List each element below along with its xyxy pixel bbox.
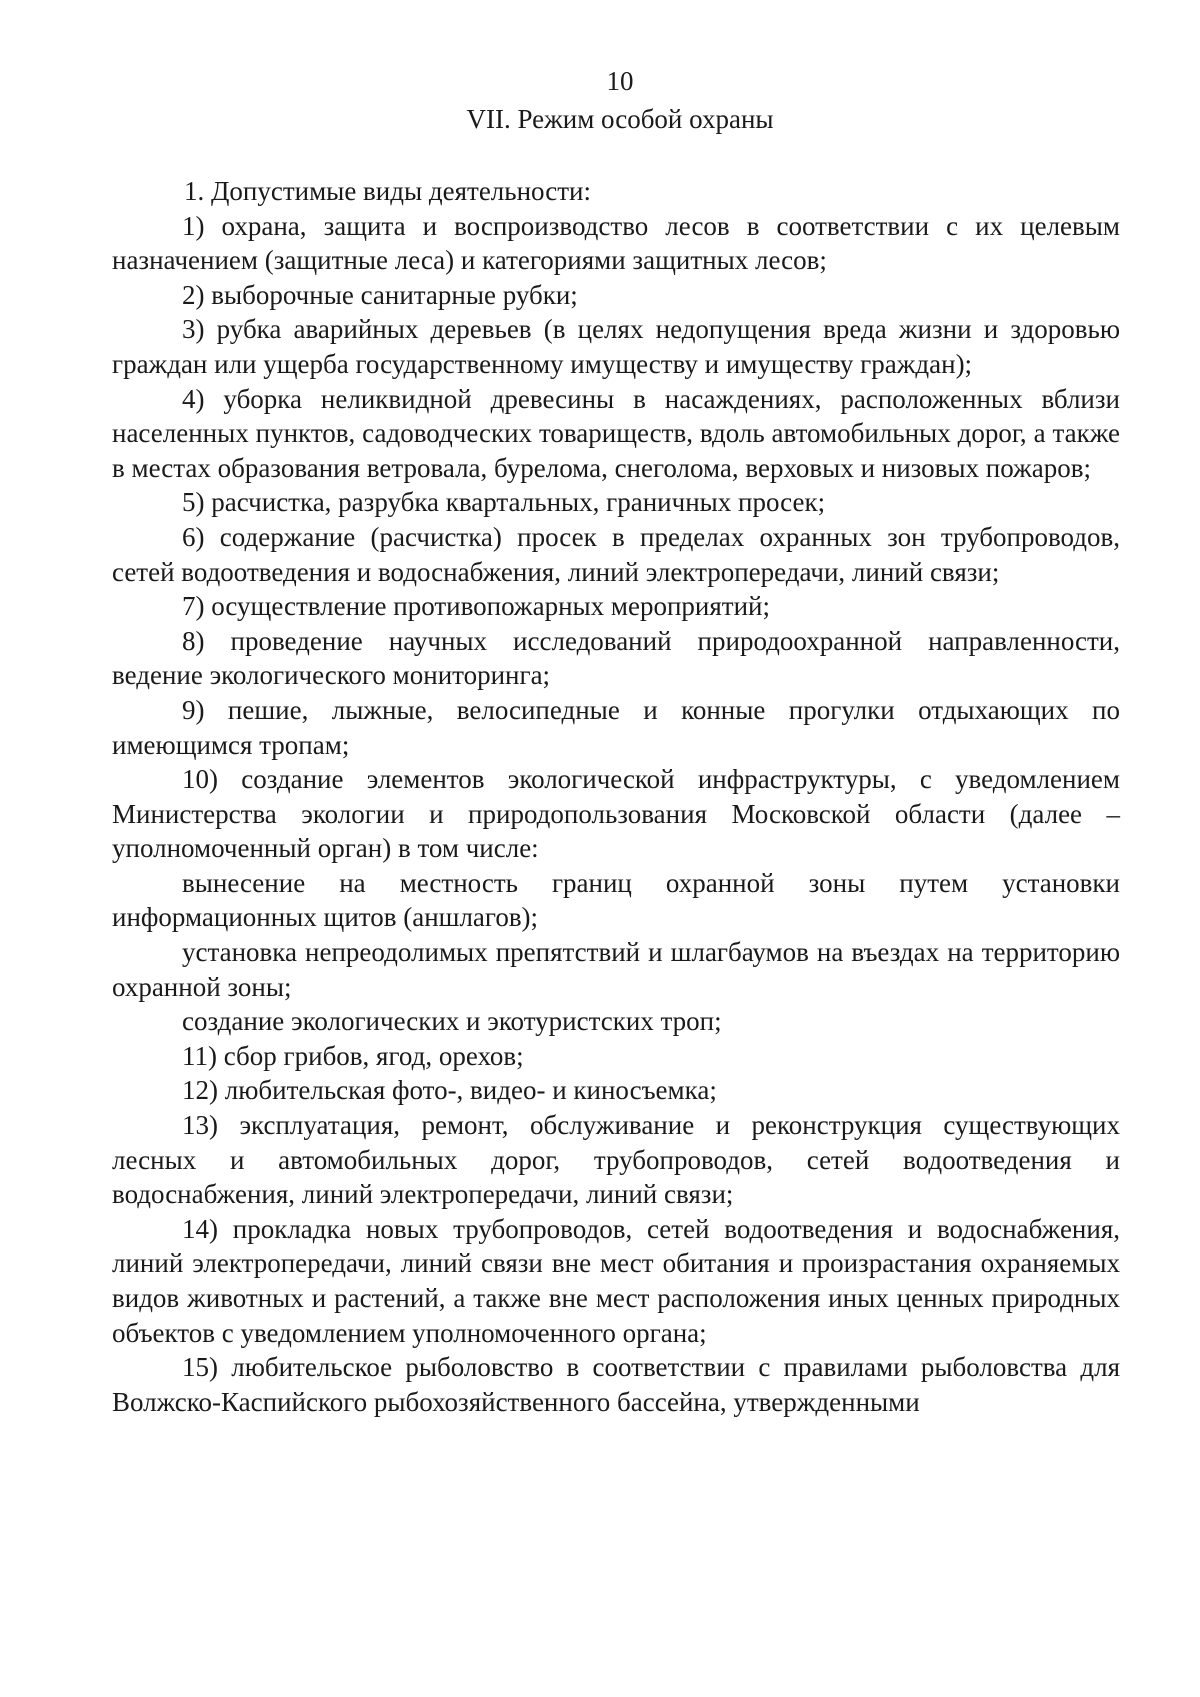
body-text [112,174,1120,1419]
paragraph-item-15: 15) любительское рыболовство в соответствии с правилами рыболовства для Волжско-Каспийского рыбохозяйственного бассейна, утвержденными [112,1352,1120,1417]
section-title: VII. Режим особой охраны [466,104,774,134]
paragraph-item-3: 3) рубка аварийных деревьев (в целях недопущения вреда жизни и здоровью граждан или ущерба государственному имуществу и имуществу граждан); [112,314,1120,379]
paragraph-item-7: 7) осуществление противопожарных мероприятий; [182,591,771,622]
paragraph-item-8: 8) проведение научных исследований природоохранной направленности, ведение экологического мониторинга; [112,625,1120,691]
paragraph-item-4: 4) уборка неликвидной древесины в насаждениях, расположенных вблизи населенных пунктов, садоводческих товариществ, вдоль автомобильных дорог, а также в местах образования ветровала, бурелома, снеголома, верховых и низовых пожаров; [112,383,1120,483]
paragraph-subitem-barriers: установка непреодолимых препятствий и шлагбаумов на въездах на территорию охранной зоны; [112,937,1120,1002]
paragraph-item-6: 6) содержание (расчистка) просек в пределах охранных зон трубопроводов, сетей водоотведения и водоснабжения, линий электропередачи, линий связи; [112,521,1120,587]
paragraph-item-14: 14) прокладка новых трубопроводов, сетей водоотведения и водоснабжения, линий электропередачи, линий связи вне мест обитания и произрастания охраняемых видов животных и растений, а также вне мест расположения иных ценных природных объектов с уведомлением уполномоченного органа; [112,1213,1120,1348]
paragraph-item-11: 11) сбор грибов, ягод, орехов; [182,1040,524,1071]
paragraph-item-9: 9) пешие, лыжные, велосипедные и конные прогулки отдыхающих по имеющимся тропам; [112,694,1120,760]
paragraph-subitem-trails: создание экологических и экотуристских троп; [182,1006,722,1037]
paragraph-item-1: 1) охрана, защита и воспроизводство лесов в соответствии с их целевым назначением (защитные леса) и категориями защитных лесов; [112,210,1120,276]
paragraph-item-5: 5) расчистка, разрубка квартальных, граничных просек; [182,487,826,518]
paragraph-item-2: 2) выборочные санитарные рубки; [182,279,578,310]
page-number: 10 [606,66,634,96]
paragraph-item-12: 12) любительская фото-, видео- и киносъемка; [182,1075,717,1106]
paragraph-intro: 1. Допустимые виды деятельности: [184,176,591,206]
paragraph-item-13: 13) эксплуатация, ремонт, обслуживание и реконструкция существующих лесных и автомобильных дорог, трубопроводов, сетей водоотведения и водоснабжения, линий электропередачи, линий связи; [112,1110,1120,1210]
paragraph-item-10: 10) создание элементов экологической инфраструктуры, с уведомлением Министерства экологии и природопользования Московской области (далее – уполномоченный орган) в том числе: [112,764,1120,864]
paragraph-subitem-boundary-signs: вынесение на местность границ охранной зоны путем установки информационных щитов (аншлагов); [112,867,1120,933]
